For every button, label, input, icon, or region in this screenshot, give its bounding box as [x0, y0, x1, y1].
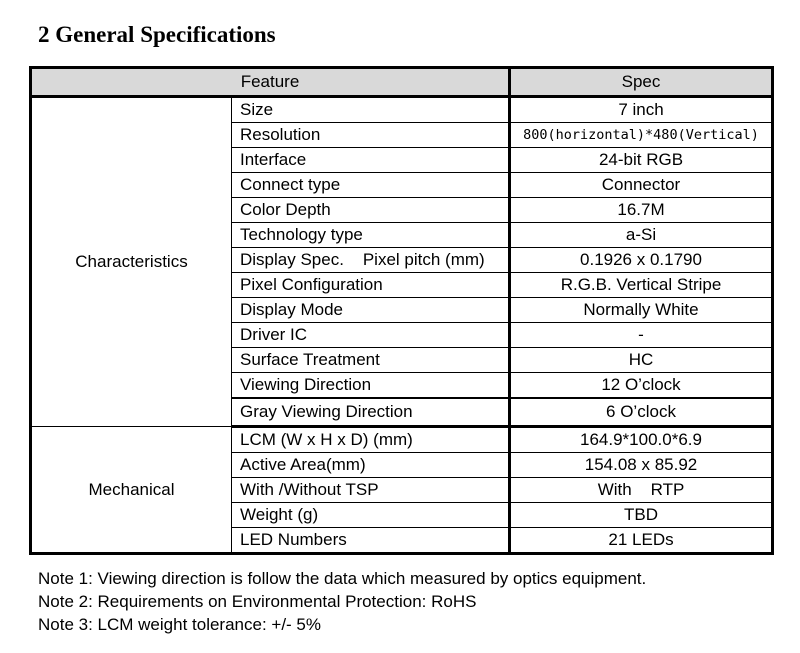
note-1: Note 1: Viewing direction is follow the data which measured by optics equipment. — [38, 569, 647, 588]
group-label-mechanical: Mechanical — [31, 427, 232, 554]
feature-cell: LED Numbers — [232, 528, 510, 554]
notes-section — [38, 567, 646, 636]
table-row — [31, 427, 773, 453]
feature-cell: Connect type — [232, 173, 510, 198]
spec-cell: TBD — [510, 503, 773, 528]
spec-cell: 7 inch — [510, 97, 773, 123]
header-feature: Feature — [31, 68, 510, 97]
table-header-row — [31, 68, 773, 97]
spec-cell: 154.08 x 85.92 — [510, 453, 773, 478]
page-title: 2 General Specifications — [38, 22, 276, 47]
feature-cell: Viewing Direction — [232, 373, 510, 399]
feature-cell: Active Area(mm) — [232, 453, 510, 478]
spec-cell: 0.1926 x 0.1790 — [510, 248, 773, 273]
spec-cell: 21 LEDs — [510, 528, 773, 554]
spec-cell: - — [510, 323, 773, 348]
feature-cell: With /Without TSP — [232, 478, 510, 503]
feature-cell: Technology type — [232, 223, 510, 248]
feature-cell: Interface — [232, 148, 510, 173]
spec-cell: 6 O’clock — [510, 398, 773, 427]
note-3: Note 3: LCM weight tolerance: +/- 5% — [38, 615, 321, 634]
spec-cell: Connector — [510, 173, 773, 198]
spec-cell: HC — [510, 348, 773, 373]
header-spec: Spec — [510, 68, 773, 97]
spec-cell: 16.7M — [510, 198, 773, 223]
feature-cell: Resolution — [232, 123, 510, 148]
spec-cell: Normally White — [510, 298, 773, 323]
feature-cell: Pixel Configuration — [232, 273, 510, 298]
spec-cell: R.G.B. Vertical Stripe — [510, 273, 773, 298]
feature-cell: Weight (g) — [232, 503, 510, 528]
feature-cell: Display Spec. Pixel pitch (mm) — [232, 248, 510, 273]
feature-cell: LCM (W x H x D) (mm) — [232, 427, 510, 453]
specifications-table — [29, 66, 774, 555]
feature-cell: Display Mode — [232, 298, 510, 323]
feature-cell: Size — [232, 97, 510, 123]
spec-cell: 164.9*100.0*6.9 — [510, 427, 773, 453]
feature-cell: Surface Treatment — [232, 348, 510, 373]
note-2: Note 2: Requirements on Environmental Protection: RoHS — [38, 592, 477, 611]
group-label-characteristics: Characteristics — [31, 97, 232, 427]
table-row — [31, 97, 773, 123]
spec-cell: With RTP — [510, 478, 773, 503]
feature-cell: Color Depth — [232, 198, 510, 223]
feature-cell: Gray Viewing Direction — [232, 398, 510, 427]
feature-cell: Driver IC — [232, 323, 510, 348]
spec-cell: 12 O’clock — [510, 373, 773, 399]
spec-cell: 800(horizontal)*480(Vertical) — [510, 123, 773, 148]
spec-cell: a-Si — [510, 223, 773, 248]
spec-cell: 24-bit RGB — [510, 148, 773, 173]
